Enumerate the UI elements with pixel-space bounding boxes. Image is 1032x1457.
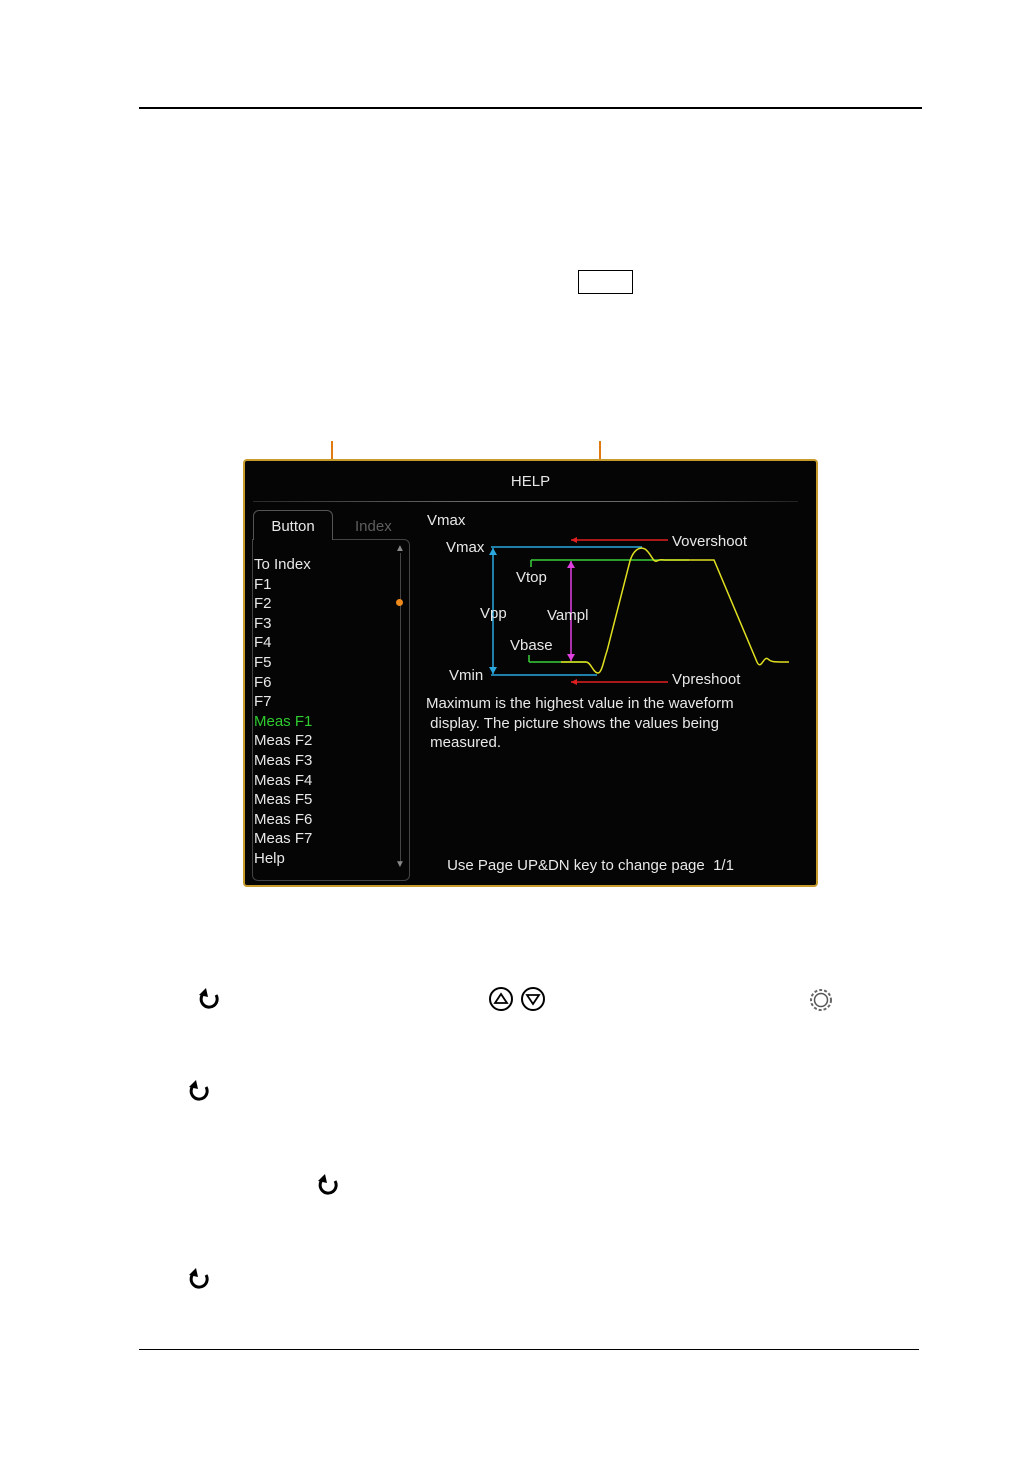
- help-screen: [243, 459, 818, 887]
- list-item[interactable]: Help: [254, 849, 285, 867]
- topic-title: Vmax: [427, 512, 466, 529]
- label-vovershoot: Vovershoot: [672, 533, 748, 550]
- screen-title: HELP: [510, 473, 551, 490]
- list-item[interactable]: F5: [254, 653, 272, 671]
- list-item[interactable]: Meas F6: [254, 810, 313, 828]
- list-item-selected[interactable]: Meas F1: [254, 712, 313, 730]
- list-item[interactable]: F2: [254, 595, 272, 613]
- description-line: measured.: [426, 734, 502, 751]
- waveform-trace: [561, 548, 789, 673]
- list-item[interactable]: Meas F4: [254, 771, 313, 789]
- list-item[interactable]: F7: [254, 693, 272, 711]
- help-topic-list: [254, 555, 312, 869]
- list-item[interactable]: Meas F2: [254, 732, 313, 750]
- measurement-diagram: [421, 531, 801, 691]
- scroll-down-icon[interactable]: ▼: [395, 859, 405, 870]
- vpp-arrow-up: [489, 548, 497, 555]
- return-key-icon: [315, 1172, 341, 1198]
- return-key-icon: [186, 1078, 212, 1104]
- footer-rule: [139, 1349, 919, 1350]
- title-divider: [253, 501, 798, 502]
- list-item[interactable]: Meas F5: [254, 791, 313, 809]
- key-box: [578, 270, 633, 294]
- label-vpreshoot: Vpreshoot: [672, 671, 741, 688]
- label-vmax: Vmax: [446, 539, 485, 556]
- label-vbase: Vbase: [510, 637, 553, 654]
- label-vtop: Vtop: [516, 569, 547, 586]
- list-item[interactable]: F6: [254, 673, 272, 691]
- list-item[interactable]: F4: [254, 634, 272, 652]
- tab-button[interactable]: Button: [253, 510, 333, 540]
- list-item[interactable]: To Index: [254, 556, 311, 573]
- list-item[interactable]: Meas F3: [254, 751, 313, 769]
- label-vampl: Vampl: [547, 607, 589, 624]
- vpp-arrow-down: [489, 667, 497, 674]
- topic-description: [426, 694, 786, 753]
- return-key-icon: [196, 986, 222, 1012]
- scroll-up-icon[interactable]: ▲: [395, 543, 405, 554]
- knob-icon: [808, 987, 834, 1013]
- list-item[interactable]: F3: [254, 614, 272, 632]
- page-down-icon: [520, 986, 546, 1012]
- header-rule: [139, 107, 922, 109]
- tab-index[interactable]: Index: [355, 518, 392, 535]
- page-up-icon: [488, 986, 514, 1012]
- label-vmin: Vmin: [449, 667, 484, 684]
- list-item[interactable]: F1: [254, 575, 272, 593]
- description-line: Maximum is the highest value in the waveform: [426, 695, 734, 712]
- scrollbar-thumb[interactable]: [396, 599, 403, 606]
- label-vpp: Vpp: [480, 605, 507, 622]
- list-item[interactable]: Meas F7: [254, 830, 313, 848]
- page-hint: Use Page UP&DN key to change page 1/1: [447, 857, 734, 874]
- description-line: display. The picture shows the values being: [426, 714, 719, 732]
- return-key-icon: [186, 1266, 212, 1292]
